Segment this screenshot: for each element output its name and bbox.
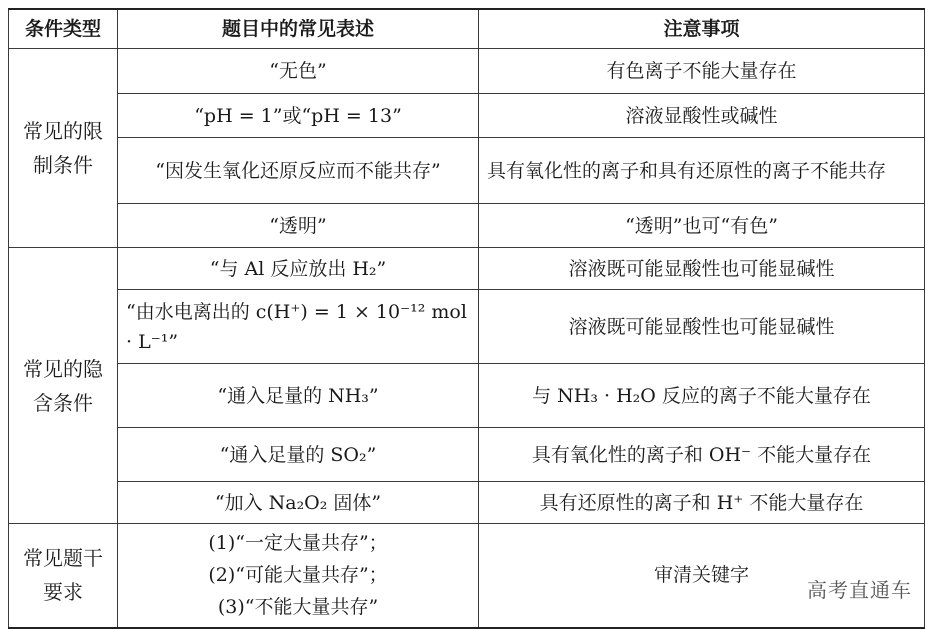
table-row xyxy=(9,524,925,628)
category-cell-implicit: 常见的隐含条件 xyxy=(9,248,118,524)
table-row xyxy=(9,428,925,482)
note-cell: “透明”也可“有色” xyxy=(479,204,925,248)
note-cell: 具有还原性的离子和 H⁺ 不能大量存在 xyxy=(479,482,925,524)
note-cell: 溶液既可能显酸性也可能显碱性 xyxy=(479,248,925,290)
note-cell: 具有氧化性的离子和具有还原性的离子不能共存 xyxy=(479,138,925,204)
ion-coexistence-table xyxy=(8,8,925,629)
expression-cell: “透明” xyxy=(118,204,479,248)
note-cell: 与 NH₃ · H₂O 反应的离子不能大量存在 xyxy=(479,364,925,428)
header-row xyxy=(9,9,925,49)
expression-cell: “加入 Na₂O₂ 固体” xyxy=(118,482,479,524)
table-row xyxy=(9,248,925,290)
note-cell: 具有氧化性的离子和 OH⁻ 不能大量存在 xyxy=(479,428,925,482)
table-row xyxy=(9,482,925,524)
category-cell-restrictive: 常见的限制条件 xyxy=(9,49,118,248)
note-cell: 溶液显酸性或碱性 xyxy=(479,94,925,138)
expression-cell xyxy=(118,524,479,628)
table-row xyxy=(9,49,925,94)
expression-cell: “pH = 1”或“pH = 13” xyxy=(118,94,479,138)
expression-cell: “通入足量的 NH₃” xyxy=(118,364,479,428)
expression-cell: “与 Al 反应放出 H₂” xyxy=(118,248,479,290)
category-cell-requirements: 常见题干要求 xyxy=(9,524,118,628)
requirement-line: (3)“不能大量共存” xyxy=(217,596,379,619)
table-row xyxy=(9,364,925,428)
expression-cell: “因发生氧化还原反应而不能共存” xyxy=(118,138,479,204)
watermark: 高考直通车 xyxy=(807,578,912,602)
table-row xyxy=(9,204,925,248)
expression-cell: “由水电离出的 c(H⁺) = 1 × 10⁻¹² mol · L⁻¹” xyxy=(118,290,479,364)
header-category: 条件类型 xyxy=(9,9,118,49)
header-notes: 注意事项 xyxy=(479,9,925,49)
table-row xyxy=(9,94,925,138)
requirement-line: (2)“可能大量共存”； xyxy=(208,564,388,587)
header-expression: 题目中的常见表述 xyxy=(118,9,479,49)
note-cell: 溶液既可能显酸性也可能显碱性 xyxy=(479,290,925,364)
note-cell: 有色离子不能大量存在 xyxy=(479,49,925,94)
requirement-line: (1)“一定大量共存”； xyxy=(208,532,388,555)
expression-cell: “通入足量的 SO₂” xyxy=(118,428,479,482)
table-row xyxy=(9,138,925,204)
expression-cell: “无色” xyxy=(118,49,479,94)
note-cell: 审清关键字 xyxy=(479,524,925,628)
table-row xyxy=(9,290,925,364)
